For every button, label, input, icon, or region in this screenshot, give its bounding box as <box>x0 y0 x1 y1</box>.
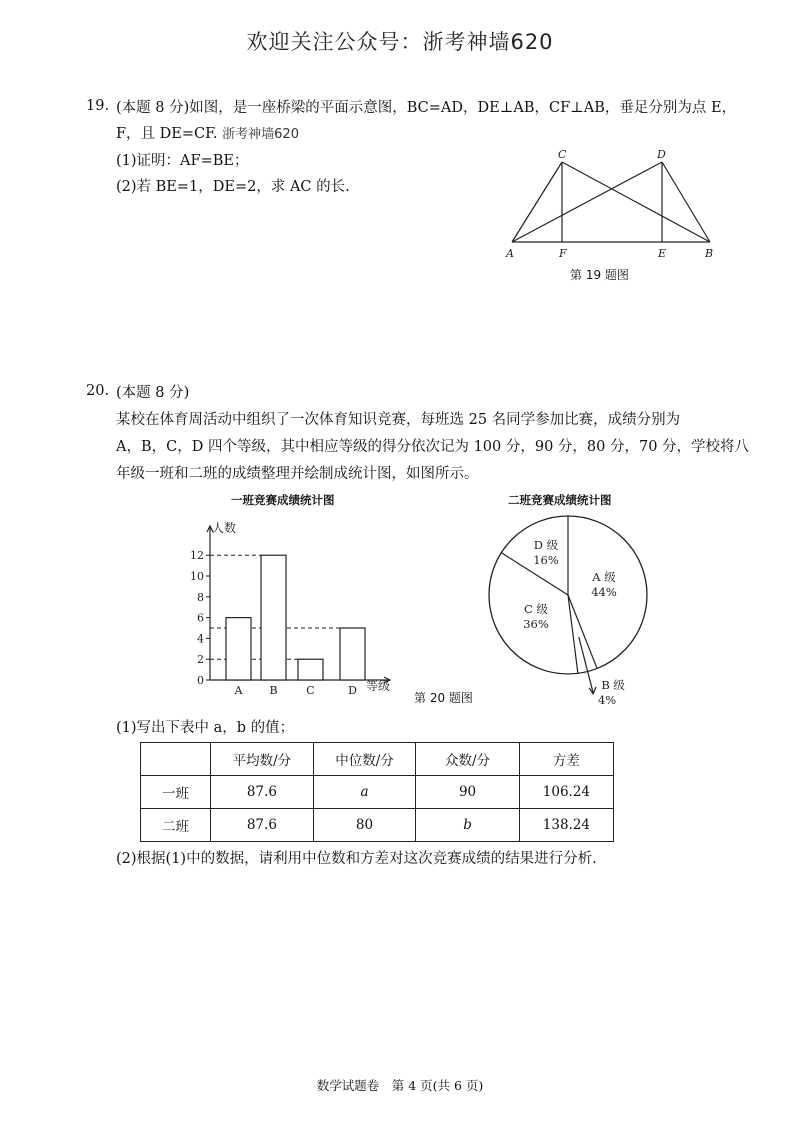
bar-ytick-label: 0 <box>197 674 204 687</box>
bar-ytick-label: 12 <box>190 549 204 563</box>
q20-figure-caption: 第 20 题图 <box>414 691 473 705</box>
segment-bc <box>562 162 710 242</box>
q19-watermark: 浙考神墙620 <box>222 127 299 142</box>
segment-ac <box>512 162 562 242</box>
pie-slice-pct: 16% <box>533 553 559 567</box>
label-d: D <box>657 148 666 161</box>
table-cell: 138.24 <box>519 809 613 842</box>
table-cell: 87.6 <box>211 809 314 842</box>
score-table <box>140 742 614 842</box>
pie-slice-label: A 级 <box>592 570 616 584</box>
table-cell: 一班 <box>141 776 211 809</box>
table-cell <box>141 743 211 776</box>
pie-chart-title: 二班竞赛成绩统计图 <box>508 493 612 507</box>
label-c: C <box>558 148 567 161</box>
table-cell: b <box>416 809 520 842</box>
bar-D <box>340 628 365 680</box>
q19-line2-text: F，且 DE=CF. <box>116 126 218 142</box>
bar-category-label: D <box>348 684 357 697</box>
label-b: B <box>705 247 714 260</box>
bar-ytick-label: 2 <box>197 653 204 667</box>
q20-number: 20. <box>86 383 110 399</box>
bar-category-label: A <box>234 684 243 697</box>
bar-A <box>226 618 251 680</box>
table-cell: 106.24 <box>519 776 613 809</box>
pie-slice-pct: 4% <box>597 692 617 705</box>
table-cell: 中位数/分 <box>313 743 416 776</box>
bar-ytick-label: 4 <box>197 632 204 646</box>
q19-sub1: (1)证明：AF=BE； <box>116 153 249 169</box>
q20-para2: A，B，C，D 四个等级，其中相应等级的得分依次记为 100 分，90 分，80 分，70 分，学校将八 <box>116 439 750 455</box>
table-row <box>141 776 614 809</box>
label-e: E <box>658 247 667 260</box>
pie-slice-label: B 级 <box>601 677 625 692</box>
q20-para1: 某校在体育周活动中组织了一次体育知识竞赛，每班选 25 名同学参加比赛，成绩分别为 <box>116 412 681 428</box>
pie-chart <box>480 505 660 705</box>
table-header-row <box>141 743 614 776</box>
page-footer: 数学试题卷 第 4 页(共 6 页) <box>316 1078 484 1093</box>
segment-bd <box>662 162 710 242</box>
bar-ylabel: 人数 <box>212 521 237 535</box>
pie-slice-pct: 44% <box>591 585 617 599</box>
q19-line2 <box>116 124 299 145</box>
table-cell: 众数/分 <box>416 743 520 776</box>
segment-ad <box>512 162 662 242</box>
pie-slice-label: D 级 <box>533 538 559 552</box>
q20-sub1: (1)写出下表中 a，b 的值； <box>116 720 295 736</box>
table-row <box>141 809 614 842</box>
table-cell: 二班 <box>141 809 211 842</box>
bar-ytick-label: 6 <box>197 611 204 625</box>
pie-slice-pct: 36% <box>523 617 549 631</box>
q19-line1: (本题 8 分)如图，是一座桥梁的平面示意图，BC=AD，DE⊥AB，CF⊥AB，垂足分别为点 E， <box>116 100 737 116</box>
q20-para3: 年级一班和二班的成绩整理并绘制成统计图，如图所示。 <box>116 466 479 482</box>
table-cell: 平均数/分 <box>211 743 314 776</box>
table-cell: 80 <box>313 809 416 842</box>
table-cell: 87.6 <box>211 776 314 809</box>
table-cell: 方差 <box>519 743 613 776</box>
table-cell: a <box>313 776 416 809</box>
label-a: A <box>506 247 514 260</box>
bar-ytick-label: 8 <box>197 590 204 604</box>
q20-sub2: (2)根据(1)中的数据，请利用中位数和方差对这次竞赛成绩的结果进行分析. <box>116 851 597 867</box>
page-header: 欢迎关注公众号：浙考神墙620 <box>246 30 554 54</box>
bar-chart-title: 一班竞赛成绩统计图 <box>231 493 335 507</box>
bar-xlabel: 等级 <box>366 679 391 693</box>
bar-category-label: C <box>306 684 315 697</box>
pie-slice-label: C 级 <box>524 602 548 616</box>
label-f: F <box>559 247 567 260</box>
table-cell: 90 <box>416 776 520 809</box>
bar-C <box>298 659 323 680</box>
q20-points: (本题 8 分) <box>116 385 190 401</box>
q19-number: 19. <box>86 98 110 114</box>
bar-ytick-label: 10 <box>190 570 204 583</box>
q19-caption: 第 19 题图 <box>570 268 629 282</box>
bar-category-label: B <box>269 684 278 697</box>
bar-B <box>261 555 286 680</box>
q19-sub2: (2)若 BE=1，DE=2，求 AC 的长. <box>116 179 350 195</box>
bar-chart <box>180 512 420 702</box>
